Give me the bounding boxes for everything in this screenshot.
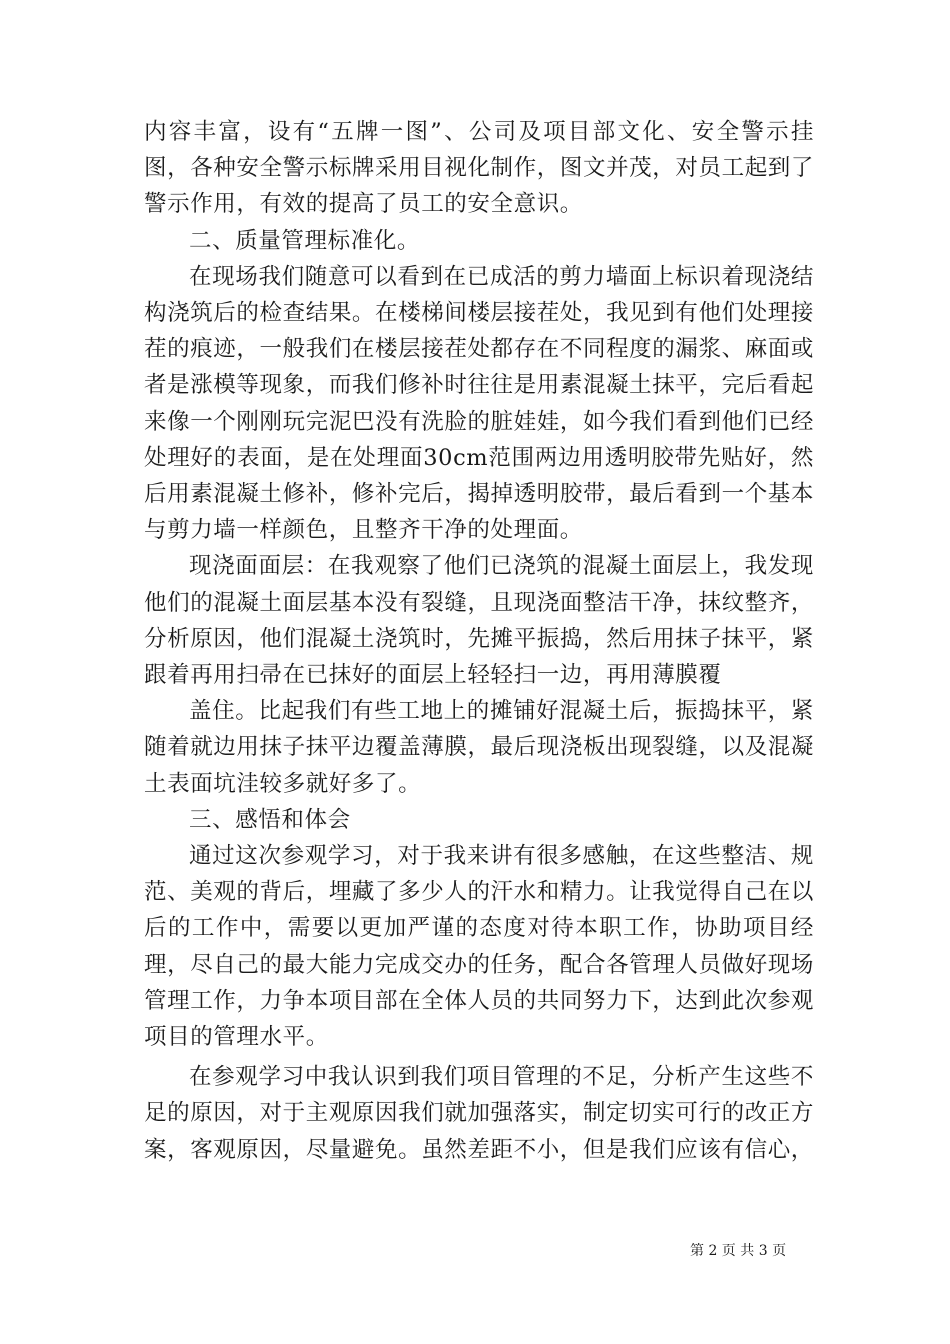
- paragraph-quality-walls: 在现场我们随意可以看到在已成活的剪力墙面上标识着现浇结构浇筑后的检查结果。在楼梯间楼层接茬处，我见到有他们处理接茬的痕迹，一般我们在楼层接茬处都存在不同程度的漏浆、麻面或者是涨模等现象，而我们修补时往往是用素混凝土抹平，完后看起来像一个刚刚玩完泥巴没有洗脸的脏娃娃，如今我们看到他们已经处理好的表面，是在处理面30cm范围两边用透明胶带先贴好，然后用素混凝土修补，修补完后，揭掉透明胶带，最后看到一个基本与剪力墙一样颜色，且整齐干净的处理面。: [144, 263, 814, 544]
- paragraph-continuation: 内容丰富，设有“五牌一图”、公司及项目部文化、安全警示挂图，各种安全警示标牌采用目视化制作，图文并茂，对员工起到了警示作用，有效的提高了员工的安全意识。: [144, 119, 814, 218]
- document-body: [144, 114, 814, 1168]
- paragraph-cast-surface: 现浇面面层：在我观察了他们已浇筑的混凝土面层上，我发现他们的混凝土面层基本没有裂缝，且现浇面整洁干净，抹纹整齐，分析原因，他们混凝土浇筑时，先摊平振捣，然后用抹子抹平，紧跟着再用扫帚在已抹好的面层上轻轻扫一边，再用薄膜覆: [144, 553, 814, 689]
- section-heading-quality: 二、质量管理标准化。: [189, 227, 421, 254]
- paragraph-shortcomings: 在参观学习中我认识到我们项目管理的不足，分析产生这些不足的原因，对于主观原因我们就加强落实，制定切实可行的改正方案，客观原因，尽量避免。虽然差距不小，但是我们应该有信心，: [144, 1064, 814, 1163]
- paragraph-reflections: 通过这次参观学习，对于我来讲有很多感触，在这些整洁、规范、美观的背后，埋藏了多少人的汗水和精力。让我觉得自己在以后的工作中，需要以更加严谨的态度对待本职工作，协助项目经理，尽自己的最大能力完成交办的任务，配合各管理人员做好现场管理工作，力争本项目部在全体人员的共同努力下，达到此次参观项目的管理水平。: [144, 843, 814, 1051]
- page-number: 第 2 页 共 3 页: [690, 1243, 787, 1259]
- section-heading-reflections: 三、感悟和体会: [189, 806, 351, 833]
- paragraph-cast-surface-cont: 盖住。比起我们有些工地上的摊铺好混凝土后，振捣抹平，紧随着就边用抹子抹平边覆盖薄膜，最后现浇板出现裂缝，以及混凝土表面坑洼较多就好多了。: [144, 698, 814, 797]
